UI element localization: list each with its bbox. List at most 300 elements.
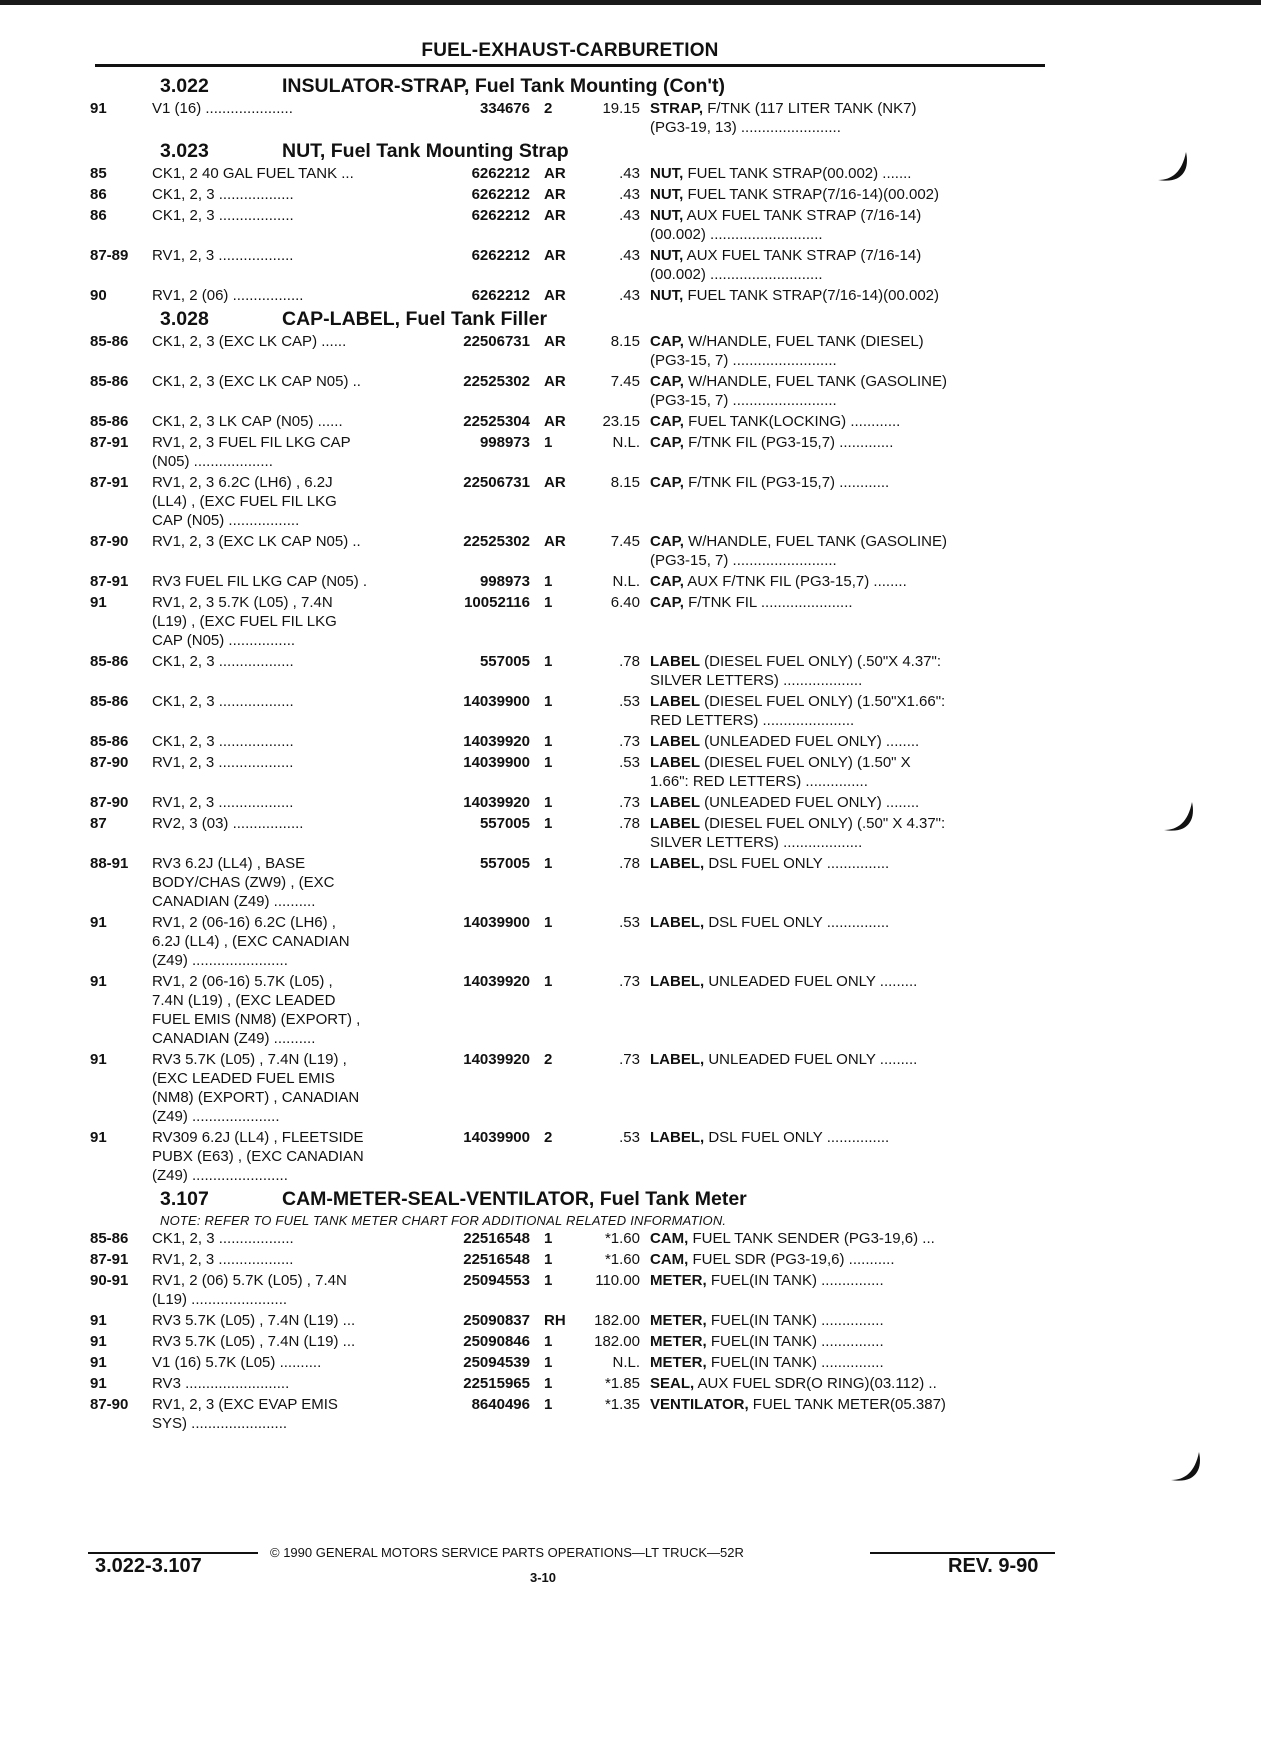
part-row [90, 593, 1060, 650]
model-year: 86 [90, 207, 107, 224]
quantity: 1 [544, 1354, 553, 1371]
model-application: RV1, 2, 3 .................. [152, 794, 294, 811]
price: .43 [619, 165, 640, 182]
model-year: 88-91 [90, 855, 129, 872]
part-name: LABEL [650, 653, 700, 670]
binder-hook-icon [1165, 1450, 1205, 1490]
part-number: 22506731 [463, 333, 530, 350]
price: 182.00 [594, 1333, 640, 1350]
part-number: 14039900 [463, 754, 530, 771]
price: 8.15 [610, 333, 640, 350]
price: .53 [619, 1129, 640, 1146]
quantity: AR [544, 333, 566, 350]
part-name: LABEL [650, 794, 700, 811]
footer-rule-right [870, 1552, 1055, 1554]
part-description [650, 1128, 1040, 1185]
part-description [650, 1395, 1040, 1433]
part-row [90, 854, 1060, 911]
part-row [90, 753, 1060, 791]
part-detail: FUEL(IN TANK) ............... [706, 1272, 884, 1289]
model-application: RV1, 2 (06) ................. [152, 287, 304, 304]
model-year: 91 [90, 914, 107, 931]
model-year: 85-86 [90, 653, 129, 670]
quantity: 1 [544, 1375, 553, 1392]
quantity: 1 [544, 434, 553, 451]
part-name: CAP, [650, 533, 684, 550]
part-row [90, 814, 1060, 852]
part-name: NUT, [650, 186, 684, 203]
part-name: CAP, [650, 413, 684, 430]
price: N.L. [612, 434, 640, 451]
part-number: 22516548 [463, 1230, 530, 1247]
part-row [90, 1395, 1060, 1433]
quantity: 1 [544, 1396, 553, 1413]
part-name: NUT, [650, 247, 684, 264]
section-title: INSULATOR-STRAP, Fuel Tank Mounting (Con't) [282, 75, 725, 97]
part-detail: FUEL SDR (PG3-19,6) ........... [688, 1251, 895, 1268]
part-row [90, 1271, 1060, 1309]
part-row [90, 372, 1060, 410]
part-detail: FUEL TANK STRAP(7/16-14)(00.002) [683, 287, 939, 304]
part-row [90, 433, 1060, 471]
price: 23.15 [602, 413, 640, 430]
model-application: CK1, 2, 3 .................. [152, 733, 294, 750]
part-detail: FUEL TANK STRAP(00.002) ....... [683, 165, 912, 182]
part-number: 10052116 [464, 594, 530, 611]
quantity: 1 [544, 1251, 553, 1268]
quantity: 1 [544, 815, 553, 832]
part-name: LABEL [650, 815, 700, 832]
model-application: RV3 6.2J (LL4) , BASE BODY/CHAS (ZW9) , (EXC CANADIAN (Z49) .......... [152, 855, 335, 910]
model-application: CK1, 2, 3 .................. [152, 653, 294, 670]
part-detail: F/TNK (117 LITER TANK (NK7) (PG3-19, 13) ........................ [650, 100, 917, 136]
model-year: 87-91 [90, 1251, 129, 1268]
part-number: 22516548 [463, 1251, 530, 1268]
part-number: 6262212 [471, 186, 530, 203]
part-number: 22525304 [463, 413, 530, 430]
quantity: AR [544, 186, 566, 203]
price: 8.15 [610, 474, 640, 491]
price: .78 [619, 653, 640, 670]
part-row [90, 652, 1060, 690]
quantity: 2 [544, 1129, 553, 1146]
part-description [650, 1250, 1040, 1269]
model-application: RV3 5.7K (L05) , 7.4N (L19) ... [152, 1333, 356, 1350]
part-detail: FUEL TANK METER(05.387) [748, 1396, 946, 1413]
binder-hook-icon [1152, 150, 1192, 190]
part-number: 8640496 [471, 1396, 530, 1413]
section-heading [90, 1187, 1060, 1212]
part-description [650, 1050, 1040, 1126]
part-description [650, 854, 1040, 911]
part-name: CAM, [650, 1251, 689, 1268]
part-description [650, 473, 1040, 530]
part-name: NUT, [650, 287, 684, 304]
quantity: 2 [544, 100, 553, 117]
price: 7.45 [610, 533, 640, 550]
part-description [650, 286, 1040, 305]
part-description [650, 1332, 1040, 1351]
section-heading [90, 74, 1060, 99]
quantity: 1 [544, 1272, 553, 1289]
quantity: 1 [544, 594, 553, 611]
part-number: 14039920 [463, 733, 530, 750]
model-year: 91 [90, 100, 107, 117]
part-row [90, 412, 1060, 431]
part-name: LABEL, [650, 855, 705, 872]
part-row [90, 1311, 1060, 1330]
quantity: 1 [544, 653, 553, 670]
part-detail: AUX FUEL TANK STRAP (7/16-14) (00.002) ........................... [650, 247, 922, 283]
part-description [650, 99, 1040, 137]
footer-section-range: 3.022-3.107 [95, 1555, 202, 1577]
model-application: V1 (16) ..................... [152, 100, 293, 117]
model-year: 91 [90, 1375, 107, 1392]
price: .73 [619, 733, 640, 750]
model-year: 87-91 [90, 474, 129, 491]
part-detail: DSL FUEL ONLY ............... [704, 855, 890, 872]
price: .53 [619, 914, 640, 931]
model-application: RV1, 2 (06) 5.7K (L05) , 7.4N (L19) ....................... [152, 1272, 347, 1308]
model-application: RV309 6.2J (LL4) , FLEETSIDE PUBX (E63) , (EXC CANADIAN (Z49) ....................... [152, 1129, 364, 1184]
quantity: AR [544, 287, 566, 304]
part-description [650, 972, 1040, 1048]
part-number: 25094553 [463, 1272, 530, 1289]
part-name: CAM, [650, 1230, 689, 1247]
model-year: 85-86 [90, 373, 129, 390]
part-description [650, 732, 1040, 751]
price: .73 [619, 973, 640, 990]
part-row [90, 572, 1060, 591]
part-description [650, 793, 1040, 812]
price: .78 [619, 855, 640, 872]
part-detail: W/HANDLE, FUEL TANK (GASOLINE) (PG3-15, 7) ......................... [650, 533, 948, 569]
part-row [90, 1332, 1060, 1351]
price: 182.00 [594, 1312, 640, 1329]
part-description [650, 753, 1040, 791]
model-year: 91 [90, 1354, 107, 1371]
model-application: RV1, 2, 3 5.7K (L05) , 7.4N (L19) , (EXC FUEL FIL LKG CAP (N05) ................ [152, 594, 337, 649]
model-year: 85-86 [90, 1230, 129, 1247]
part-number: 14039920 [463, 1051, 530, 1068]
part-description [650, 206, 1040, 244]
part-number: 22515965 [463, 1375, 530, 1392]
part-detail: DSL FUEL ONLY ............... [704, 914, 890, 931]
part-number: 14039920 [463, 794, 530, 811]
part-number: 334676 [479, 100, 530, 117]
price: 6.40 [610, 594, 640, 611]
part-description [650, 1229, 1040, 1248]
quantity: 1 [544, 794, 553, 811]
part-description [650, 433, 1040, 471]
part-name: CAP, [650, 333, 684, 350]
part-name: METER, [650, 1354, 707, 1371]
model-year: 85-86 [90, 693, 129, 710]
part-name: METER, [650, 1312, 707, 1329]
part-row [90, 206, 1060, 244]
model-application: RV3 5.7K (L05) , 7.4N (L19) ... [152, 1312, 356, 1329]
part-row [90, 164, 1060, 183]
quantity: AR [544, 207, 566, 224]
price: .73 [619, 1051, 640, 1068]
part-row [90, 246, 1060, 284]
section-note: NOTE: REFER TO FUEL TANK METER CHART FOR ADDITIONAL RELATED INFORMATION. [160, 1213, 727, 1228]
part-description [650, 532, 1040, 570]
part-name: METER, [650, 1333, 707, 1350]
model-year: 87-90 [90, 533, 129, 550]
part-row [90, 913, 1060, 970]
part-detail: AUX F/TNK FIL (PG3-15,7) ........ [683, 573, 907, 590]
section-number: 3.107 [160, 1188, 209, 1210]
section-title: CAM-METER-SEAL-VENTILATOR, Fuel Tank Meter [282, 1188, 747, 1210]
quantity: 1 [544, 693, 553, 710]
part-row [90, 732, 1060, 751]
part-number: 25094539 [463, 1354, 530, 1371]
footer-copyright: © 1990 GENERAL MOTORS SERVICE PARTS OPERATIONS—LT TRUCK—52R [270, 1545, 744, 1560]
part-name: CAP, [650, 373, 684, 390]
section-number: 3.028 [160, 308, 209, 330]
price: *1.85 [604, 1375, 640, 1392]
model-application: CK1, 2, 3 (EXC LK CAP N05) .. [152, 373, 361, 390]
part-name: CAP, [650, 434, 684, 451]
part-name: LABEL [650, 733, 700, 750]
part-description [650, 593, 1040, 650]
price: .78 [619, 815, 640, 832]
section-heading [90, 307, 1060, 332]
part-number: 22525302 [463, 533, 530, 550]
part-name: CAP, [650, 474, 684, 491]
part-detail: (DIESEL FUEL ONLY) (1.50" X 1.66": RED LETTERS) ............... [650, 754, 911, 790]
part-detail: AUX FUEL SDR(O RING)(03.112) .. [694, 1375, 937, 1392]
part-row [90, 99, 1060, 137]
part-row [90, 1250, 1060, 1269]
part-name: LABEL, [650, 914, 705, 931]
price: *1.60 [604, 1230, 640, 1247]
price: 110.00 [595, 1272, 640, 1289]
part-detail: UNLEADED FUEL ONLY ......... [704, 1051, 918, 1068]
quantity: AR [544, 533, 566, 550]
model-application: RV3 5.7K (L05) , 7.4N (L19) , (EXC LEADED FUEL EMIS (NM8) (EXPORT) , CANADIAN (Z49) ..................... [152, 1051, 360, 1125]
model-year: 91 [90, 1051, 107, 1068]
quantity: AR [544, 165, 566, 182]
part-row [90, 1128, 1060, 1185]
top-edge-rule [0, 0, 1261, 5]
price: .43 [619, 186, 640, 203]
part-detail: (UNLEADED FUEL ONLY) ........ [700, 733, 920, 750]
model-application: CK1, 2, 3 .................. [152, 693, 294, 710]
part-name: LABEL, [650, 1051, 705, 1068]
quantity: RH [544, 1312, 566, 1329]
part-name: CAP, [650, 573, 684, 590]
model-application: CK1, 2, 3 (EXC LK CAP) ...... [152, 333, 347, 350]
part-description [650, 1311, 1040, 1330]
section-heading [90, 139, 1060, 164]
price: *1.60 [604, 1251, 640, 1268]
part-detail: W/HANDLE, FUEL TANK (DIESEL) (PG3-15, 7) ......................... [650, 333, 924, 369]
footer-page-number: 3-10 [530, 1570, 557, 1585]
model-application: RV3 FUEL FIL LKG CAP (N05) . [152, 573, 368, 590]
part-number: 6262212 [471, 207, 530, 224]
quantity: 1 [544, 1333, 553, 1350]
part-number: 557005 [479, 653, 530, 670]
part-description [650, 412, 1040, 431]
quantity: AR [544, 413, 566, 430]
model-application: RV1, 2 (06-16) 5.7K (L05) , 7.4N (L19) , (EXC LEADED FUEL EMIS (NM8) (EXPORT) , CANADIAN (Z49) .......... [152, 973, 361, 1047]
part-description [650, 814, 1040, 852]
model-application: RV1, 2, 3 .................. [152, 247, 294, 264]
model-application: CK1, 2, 3 .................. [152, 207, 294, 224]
part-detail: FUEL(IN TANK) ............... [706, 1354, 884, 1371]
part-description [650, 372, 1040, 410]
quantity: 1 [544, 914, 553, 931]
section-number: 3.022 [160, 75, 209, 97]
model-application: RV1, 2, 3 (EXC EVAP EMIS SYS) ....................... [152, 1396, 338, 1432]
quantity: AR [544, 247, 566, 264]
quantity: AR [544, 373, 566, 390]
model-application: CK1, 2, 3 LK CAP (N05) ...... [152, 413, 343, 430]
price: .53 [619, 693, 640, 710]
part-description [650, 1374, 1040, 1393]
part-description [650, 246, 1040, 284]
model-year: 85 [90, 165, 107, 182]
part-detail: FUEL TANK SENDER (PG3-19,6) ... [688, 1230, 935, 1247]
model-application: RV1, 2, 3 FUEL FIL LKG CAP (N05) ................... [152, 434, 351, 470]
part-name: STRAP, [650, 100, 704, 117]
part-detail: (DIESEL FUEL ONLY) (1.50"X1.66": RED LETTERS) ...................... [650, 693, 946, 729]
part-name: CAP, [650, 594, 684, 611]
part-detail: F/TNK FIL (PG3-15,7) ............. [683, 434, 894, 451]
part-name: METER, [650, 1272, 707, 1289]
price: .43 [619, 247, 640, 264]
model-application: RV2, 3 (03) ................. [152, 815, 304, 832]
part-number: 14039900 [463, 1129, 530, 1146]
model-year: 91 [90, 594, 107, 611]
model-year: 87 [90, 815, 107, 832]
quantity: 1 [544, 573, 553, 590]
part-detail: (DIESEL FUEL ONLY) (.50" X 4.37": SILVER LETTERS) ................... [650, 815, 946, 851]
part-number: 14039900 [463, 693, 530, 710]
part-number: 6262212 [471, 287, 530, 304]
part-description [650, 1353, 1040, 1372]
price: .43 [619, 287, 640, 304]
part-name: LABEL, [650, 973, 705, 990]
part-detail: FUEL TANK(LOCKING) ............ [683, 413, 901, 430]
part-number: 998973 [479, 434, 530, 451]
quantity: 1 [544, 1230, 553, 1247]
model-year: 91 [90, 1129, 107, 1146]
part-row [90, 972, 1060, 1048]
model-year: 91 [90, 1333, 107, 1350]
quantity: 1 [544, 855, 553, 872]
part-detail: FUEL(IN TANK) ............... [706, 1312, 884, 1329]
model-application: RV1, 2 (06-16) 6.2C (LH6) , 6.2J (LL4) , (EXC CANADIAN (Z49) ....................... [152, 914, 350, 969]
binder-hook-icon [1158, 800, 1198, 840]
part-description [650, 692, 1040, 730]
part-row [90, 332, 1060, 370]
part-row [90, 473, 1060, 530]
part-detail: DSL FUEL ONLY ............... [704, 1129, 890, 1146]
part-detail: UNLEADED FUEL ONLY ......... [704, 973, 918, 990]
footer-revision: REV. 9-90 [948, 1555, 1039, 1577]
model-application: RV3 ......................... [152, 1375, 290, 1392]
part-row [90, 1229, 1060, 1248]
part-detail: F/TNK FIL (PG3-15,7) ............ [683, 474, 890, 491]
part-number: 25090846 [463, 1333, 530, 1350]
part-number: 6262212 [471, 247, 530, 264]
part-detail: FUEL TANK STRAP(7/16-14)(00.002) [683, 186, 939, 203]
section-title: NUT, Fuel Tank Mounting Strap [282, 140, 569, 162]
quantity: 2 [544, 1051, 553, 1068]
model-year: 91 [90, 1312, 107, 1329]
model-year: 87-90 [90, 794, 129, 811]
model-year: 87-90 [90, 754, 129, 771]
price: .73 [619, 794, 640, 811]
part-detail: (DIESEL FUEL ONLY) (.50"X 4.37": SILVER LETTERS) ................... [650, 653, 942, 689]
model-year: 90 [90, 287, 107, 304]
part-number: 998973 [479, 573, 530, 590]
price: *1.35 [604, 1396, 640, 1413]
part-name: LABEL, [650, 1129, 705, 1146]
part-name: LABEL [650, 693, 700, 710]
part-name: VENTILATOR, [650, 1396, 749, 1413]
section-number: 3.023 [160, 140, 209, 162]
model-application: RV1, 2, 3 6.2C (LH6) , 6.2J (LL4) , (EXC FUEL FIL LKG CAP (N05) ................. [152, 474, 337, 529]
part-name: NUT, [650, 207, 684, 224]
model-application: V1 (16) 5.7K (L05) .......... [152, 1354, 322, 1371]
title-underline [95, 64, 1045, 67]
model-application: RV1, 2, 3 .................. [152, 1251, 294, 1268]
quantity: 1 [544, 973, 553, 990]
price: N.L. [612, 573, 640, 590]
part-row [90, 532, 1060, 570]
part-number: 14039920 [463, 973, 530, 990]
model-year: 87-91 [90, 573, 129, 590]
quantity: 1 [544, 754, 553, 771]
part-row [90, 1050, 1060, 1126]
price: .43 [619, 207, 640, 224]
price: 7.45 [610, 373, 640, 390]
part-number: 22525302 [463, 373, 530, 390]
part-row [90, 1374, 1060, 1393]
price: 19.15 [602, 100, 640, 117]
part-number: 22506731 [463, 474, 530, 491]
part-row [90, 692, 1060, 730]
model-year: 90-91 [90, 1272, 129, 1289]
part-row [90, 286, 1060, 305]
model-year: 85-86 [90, 413, 129, 430]
part-name: LABEL [650, 754, 700, 771]
model-year: 85-86 [90, 733, 129, 750]
price: .53 [619, 754, 640, 771]
price: N.L. [612, 1354, 640, 1371]
part-row [90, 1353, 1060, 1372]
footer-rule-left [88, 1552, 258, 1554]
part-number: 557005 [479, 855, 530, 872]
section-title: CAP-LABEL, Fuel Tank Filler [282, 308, 548, 330]
part-number: 14039900 [463, 914, 530, 931]
part-description [650, 164, 1040, 183]
part-number: 25090837 [463, 1312, 530, 1329]
part-description [650, 1271, 1040, 1309]
model-application: CK1, 2, 3 .................. [152, 186, 294, 203]
part-description [650, 185, 1040, 204]
part-number: 6262212 [471, 165, 530, 182]
quantity: AR [544, 474, 566, 491]
quantity: 1 [544, 733, 553, 750]
part-description [650, 913, 1040, 970]
part-detail: F/TNK FIL ...................... [683, 594, 853, 611]
part-detail: FUEL(IN TANK) ............... [706, 1333, 884, 1350]
